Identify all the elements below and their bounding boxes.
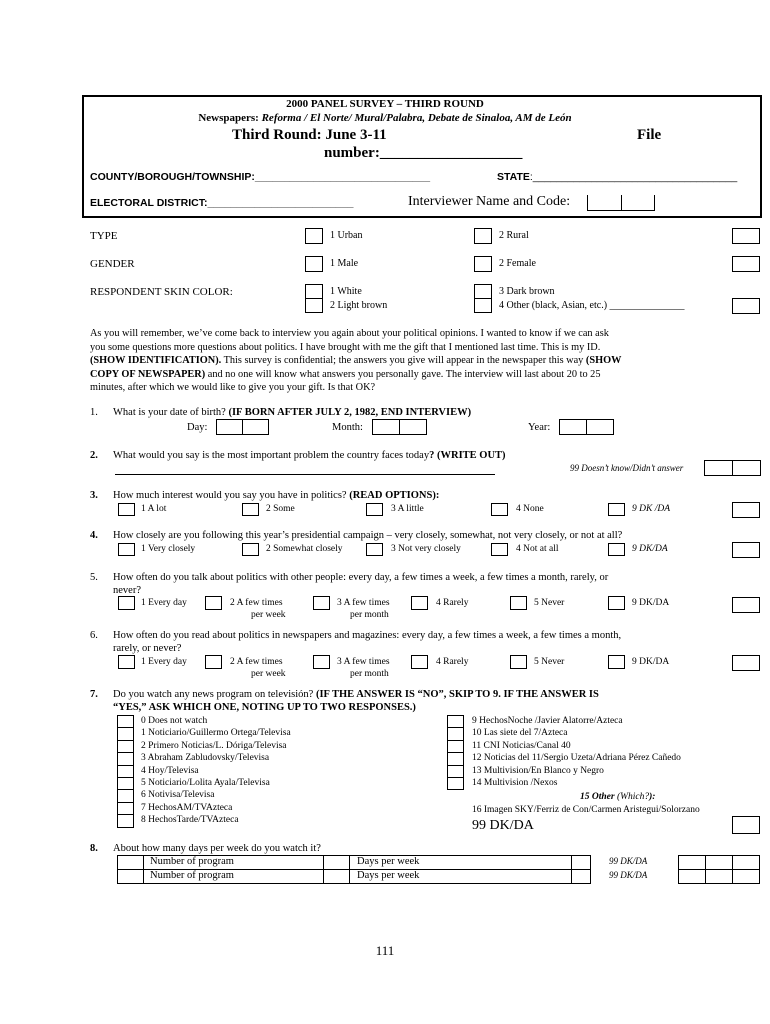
q6-number: 6. [90, 630, 98, 641]
q7-option-checkbox[interactable] [117, 802, 134, 815]
q1-year-digit1[interactable] [559, 419, 587, 435]
q3-question: How much interest would you say you have in politics? [113, 490, 350, 501]
q6-option: 9 DK/DA [632, 657, 670, 667]
gender-female-label: 2 Female [499, 258, 536, 269]
q6-checkbox[interactable] [510, 655, 527, 669]
page-number: 111 [375, 943, 395, 958]
skin-dark-brown-label: 3 Dark brown [499, 286, 555, 297]
q7-option-checkbox[interactable] [117, 777, 134, 790]
q8-number: 8. [90, 843, 98, 854]
q6-checkbox[interactable] [608, 655, 625, 669]
q2-text [113, 450, 506, 461]
q5-question-line: never? [113, 585, 141, 596]
q7-option-label: 9 HechosNoche /Javier Alatorre/Azteca [472, 716, 623, 726]
q6-option: 5 Never [534, 657, 565, 667]
q3-instruction: (READ OPTIONS): [349, 490, 440, 501]
q8-row2-days-code[interactable] [571, 869, 591, 884]
q5-number: 5. [90, 572, 98, 583]
q3-option: 3 A little [391, 504, 424, 514]
q2-question: What would you say is the most important problem the country faces today [113, 450, 430, 461]
intro-bold: (SHOW IDENTIFICATION). [90, 355, 222, 366]
type-urban-label: 1 Urban [330, 230, 363, 241]
q8-row1-code-a[interactable] [678, 855, 706, 870]
q8-row2-code-a[interactable] [678, 869, 706, 884]
q1-month-digit2[interactable] [399, 419, 427, 435]
q7-option-label: 6 Notivisa/Televisa [141, 790, 215, 801]
intro-text: and no one will know what answers you personally gave. The interview will last about 20 to 25 [205, 368, 601, 380]
q8-row2-days-label: Days per week [357, 870, 420, 881]
q6-checkbox[interactable] [313, 655, 330, 669]
type-rural-checkbox[interactable] [474, 228, 492, 244]
q3-checkbox[interactable] [608, 503, 625, 516]
intro-bold: COPY OF NEWSPAPER) [90, 368, 206, 380]
q8-row2-label: Number of program [150, 870, 234, 881]
q5-question-line: How often do you talk about politics with other people: every day, a few times a week, a few times a month, rarely, or [113, 572, 609, 583]
state-blank: :___________________________________ [529, 171, 738, 183]
intro-line: you some questions more questions about politics. I have brought with me the gift that I mentioned last time. This is my ID. [90, 341, 601, 353]
q1-month-label: Month: [332, 422, 363, 433]
q6-option: 2 A few times [230, 657, 283, 667]
q4-checkbox[interactable] [608, 543, 625, 556]
q6-checkbox[interactable] [411, 655, 428, 669]
q8-row1-days-code[interactable] [571, 855, 591, 870]
q7-option-checkbox[interactable] [447, 765, 464, 778]
q7-option-label: 14 Multivision /Nexos [472, 778, 558, 788]
q8-row1-dk: 99 DK/DA [609, 856, 648, 866]
q4-checkbox[interactable] [242, 543, 259, 556]
q4-question: How closely are you following this year’s presidential campaign – very closely, somewhat, not very closely, or not at all? [113, 530, 623, 541]
q7-option-label: 10 Las siete del 7/Azteca [472, 728, 568, 739]
q3-option: 2 Some [266, 504, 295, 514]
q6-option: 1 Every day [141, 657, 187, 667]
q2-number: 2. [90, 450, 98, 461]
q1-question: What is your date of birth? [113, 407, 229, 418]
q6-option: 3 A few times [337, 657, 390, 667]
q3-checkbox[interactable] [366, 503, 383, 516]
q5-checkbox[interactable] [608, 596, 625, 610]
newspapers-line [0, 112, 770, 124]
q5-checkbox[interactable] [411, 596, 428, 610]
county-field[interactable]: COUNTY/BOROUGH/TOWNSHIP:______________________________ [90, 171, 431, 183]
q7-option-checkbox[interactable] [447, 727, 464, 740]
q3-checkbox[interactable] [491, 503, 508, 516]
q7-option-label: 11 CNI Noticias/Canal 40 [472, 740, 571, 751]
intro-line: As you will remember, we’ve come back to interview you again about your political opinions. I wanted to know if we can ask [90, 328, 609, 339]
q6-question-line: How often do you read about politics in newspapers and magazines: every day, a few times a week, a few times a month, [113, 630, 622, 641]
q3-number: 3. [90, 490, 98, 501]
q7-which-end: ): [649, 792, 656, 802]
state-label: STATE [497, 171, 530, 183]
newspapers-list: Reforma / El Norte/ Mural/Palabra, Debate de Sinaloa, AM de León [261, 112, 572, 124]
q3-code-box[interactable] [732, 502, 760, 518]
q4-option: 3 Not very closely [391, 544, 461, 554]
q4-option: 1 Very closely [141, 544, 196, 554]
q7-other-label [580, 792, 655, 802]
type-urban-checkbox[interactable] [305, 228, 323, 244]
q5-option: 4 Rarely [436, 598, 469, 608]
skin-other-label: 4 Other (black, Asian, etc.) _______________ [499, 300, 685, 311]
intro-text: This survey is confidential; the answers you give will appear in the newspaper this way [221, 355, 586, 366]
q7-number: 7. [90, 689, 98, 700]
skin-other-checkbox[interactable] [474, 298, 492, 313]
type-label: TYPE [90, 230, 118, 242]
q6-option: 4 Rarely [436, 657, 469, 667]
q8-row2-dk: 99 DK/DA [609, 870, 648, 880]
intro-paragraph [90, 327, 621, 395]
q5-option-sub: per month [350, 610, 389, 620]
q7-option-label: 12 Noticias del 11/Sergio Uzeta/Adriana Pérez Cañedo [472, 753, 681, 764]
state-field[interactable] [497, 171, 737, 183]
q7-option-checkbox[interactable] [447, 715, 464, 728]
q5-option: 1 Every day [141, 598, 187, 608]
q7-option-label: 7 HechosAM/TVAzteca [141, 802, 233, 813]
q7-other: 15 Other [580, 792, 615, 802]
intro-line [90, 368, 621, 382]
interviewer-code-divider [621, 195, 622, 211]
intro-bold: (SHOW [585, 355, 622, 366]
q8-row2-code-b[interactable] [705, 869, 733, 884]
q7-option-checkbox[interactable] [117, 740, 134, 753]
skin-dark-brown-checkbox[interactable] [474, 284, 492, 299]
q7-option-checkbox[interactable] [117, 715, 134, 728]
district-field[interactable]: ELECTORAL DISTRICT:_________________________ [90, 197, 354, 209]
q1-month-digit1[interactable] [372, 419, 400, 435]
q6-checkbox[interactable] [118, 655, 135, 669]
q1-year-label: Year: [528, 422, 551, 433]
q7-option-label: 3 Abraham Zabludovsky/Televisa [141, 753, 270, 764]
q8-question: About how many days per week do you watch it? [113, 843, 321, 854]
q7-option-label: 2 Primero Noticias/L. Dóriga/Televisa [141, 740, 287, 751]
q4-checkbox[interactable] [118, 543, 135, 556]
q7-option-checkbox[interactable] [447, 740, 464, 753]
q1-instruction: (IF BORN AFTER JULY 2, 1982, END INTERVIEW) [228, 407, 472, 418]
q5-checkbox[interactable] [313, 596, 330, 610]
skin-light-brown-label: 2 Light brown [330, 300, 388, 311]
q7-dk-label: 99 DK/DA [472, 818, 534, 833]
q7-code-box[interactable] [732, 816, 760, 834]
gender-label: GENDER [90, 258, 135, 270]
q2-dk-label: 99 Doesn’t know/Didn’t answer [570, 463, 684, 473]
q1-day-digit1[interactable] [216, 419, 243, 435]
skin-white-label: 1 White [330, 286, 362, 297]
q7-option-label: 13 Multivision/En Blanco y Negro [472, 765, 604, 776]
q5-option: 2 A few times [230, 598, 283, 608]
q7-instruction: (IF THE ANSWER IS “NO”, SKIP TO 9. IF THE ANSWER IS [315, 689, 599, 700]
q4-number: 4. [90, 530, 98, 541]
q6-code-box[interactable] [732, 655, 760, 671]
skin-code-box[interactable] [732, 298, 760, 314]
q7-option-label: 8 HechosTarde/TVAzteca [141, 815, 239, 826]
q8-row2-check[interactable] [117, 869, 144, 884]
q7-which: (Which? [614, 792, 650, 802]
q2-code-box1[interactable] [704, 460, 733, 476]
q5-checkbox[interactable] [118, 596, 135, 610]
q7-option-checkbox[interactable] [447, 752, 464, 765]
q8-row1-code-c[interactable] [732, 855, 760, 870]
gender-male-label: 1 Male [330, 258, 359, 269]
q7-option-checkbox[interactable] [117, 727, 134, 740]
gender-female-checkbox[interactable] [474, 256, 492, 272]
q8-row2-code-c[interactable] [732, 869, 760, 884]
file-number: number:___________________ [324, 145, 523, 161]
q7-question: Do you watch any news program on televisión? [113, 689, 316, 700]
q5-option: 3 A few times [337, 598, 390, 608]
interviewer-label: Interviewer Name and Code: [408, 194, 571, 209]
q4-checkbox[interactable] [491, 543, 508, 556]
q6-option-sub: per month [350, 669, 389, 679]
q8-row1-days-label: Days per week [357, 856, 420, 867]
q1-number: 1. [90, 407, 98, 418]
q6-question-line: rarely, or never? [113, 643, 182, 654]
q7-option-checkbox[interactable] [117, 752, 134, 765]
q5-option-sub: per week [251, 610, 286, 620]
q7-text [113, 689, 599, 700]
q4-option: 2 Somewhat closely [266, 544, 343, 554]
q3-checkbox[interactable] [118, 503, 135, 516]
q7-option-16: 16 Imagen SKY/Ferriz de Con/Carmen Aristegui/Solorzano [472, 805, 700, 815]
q5-checkbox[interactable] [205, 596, 222, 610]
q3-option: 9 DK /DA [632, 504, 670, 514]
q7-option-checkbox[interactable] [117, 765, 134, 778]
q8-row1-code-b[interactable] [705, 855, 733, 870]
q8-row2-program-code[interactable] [323, 869, 350, 884]
intro-line [90, 354, 621, 368]
type-rural-label: 2 Rural [499, 230, 529, 241]
q2-instruction: ? (WRITE OUT) [429, 450, 506, 461]
skin-white-checkbox[interactable] [305, 284, 323, 299]
q3-text [113, 490, 439, 501]
q7-option-label: 5 Noticiario/Lolita Ayala/Televisa [141, 778, 270, 788]
q1-day-label: Day: [187, 422, 208, 433]
q7-option-label: 4 Hoy/Televisa [141, 765, 199, 776]
type-code-box[interactable] [732, 228, 760, 244]
survey-title: 2000 PANEL SURVEY – THIRD ROUND [286, 98, 484, 110]
q2-answer-line[interactable] [115, 474, 495, 475]
q7-option-label: 1 Noticiario/Guillermo Ortega/Televisa [141, 728, 291, 739]
q5-code-box[interactable] [732, 597, 760, 613]
q5-checkbox[interactable] [510, 596, 527, 610]
skin-color-label: RESPONDENT SKIN COLOR: [90, 286, 233, 298]
q4-code-box[interactable] [732, 542, 760, 558]
q1-day-digit2[interactable] [242, 419, 269, 435]
q1-year-digit2[interactable] [586, 419, 614, 435]
q3-option: 4 None [516, 504, 544, 514]
round-title: Third Round: June 3-11 [232, 127, 387, 143]
file-label: File [637, 127, 662, 143]
q8-row1-check[interactable] [117, 855, 144, 870]
q4-option: 9 DK/DA [632, 544, 668, 554]
q8-row1-label: Number of program [150, 856, 234, 867]
q6-option-sub: per week [251, 669, 286, 679]
q7-option-checkbox[interactable] [447, 777, 464, 790]
q8-row1-program-code[interactable] [323, 855, 350, 870]
q2-code-box2[interactable] [732, 460, 761, 476]
gender-code-box[interactable] [732, 256, 760, 272]
q4-option: 4 Not at all [516, 544, 559, 554]
gender-male-checkbox[interactable] [305, 256, 323, 272]
q5-option: 5 Never [534, 598, 565, 608]
q7-option-label: 0 Does not watch [141, 716, 208, 726]
q3-checkbox[interactable] [242, 503, 259, 516]
newspapers-label: Newspapers: [198, 112, 259, 124]
q6-checkbox[interactable] [205, 655, 222, 669]
intro-line: minutes, after which we would like to give you your gift. Is that OK? [90, 382, 376, 393]
q4-checkbox[interactable] [366, 543, 383, 556]
q7-option-checkbox[interactable] [117, 814, 134, 827]
q7-option-checkbox[interactable] [117, 789, 134, 802]
q3-option: 1 A lot [141, 504, 167, 514]
q1-text [113, 407, 471, 418]
skin-light-brown-checkbox[interactable] [305, 298, 323, 313]
q5-option: 9 DK/DA [632, 598, 670, 608]
q7-instruction-line2: “YES,” ASK WHICH ONE, NOTING UP TO TWO RESPONSES.) [113, 702, 416, 713]
